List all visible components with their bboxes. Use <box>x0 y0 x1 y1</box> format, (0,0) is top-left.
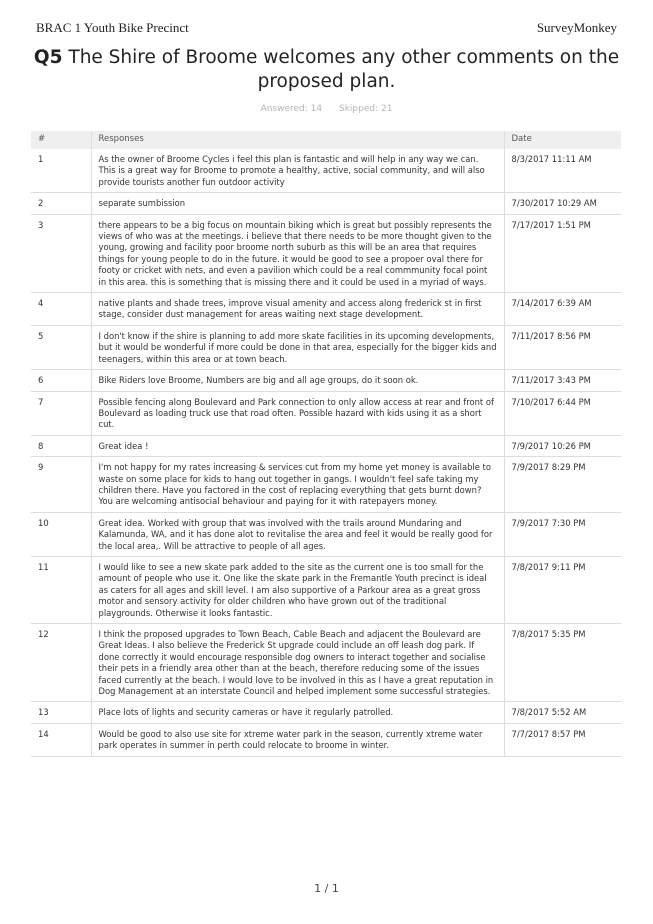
response-number: 6 <box>31 370 91 391</box>
response-date: 7/11/2017 8:56 PM <box>504 325 621 369</box>
response-date: 7/8/2017 5:52 AM <box>504 702 621 723</box>
table-row <box>31 457 621 513</box>
response-number: 7 <box>31 391 91 435</box>
response-date: 7/8/2017 5:35 PM <box>504 624 621 702</box>
response-text: Place lots of lights and security cameras or have it regularly patrolled. <box>91 702 504 723</box>
table-row <box>31 193 621 214</box>
table-row <box>31 214 621 292</box>
column-header-date: Date <box>504 131 621 149</box>
table-row <box>31 556 621 623</box>
table-row <box>31 435 621 456</box>
response-number: 4 <box>31 293 91 326</box>
response-date: 7/9/2017 10:26 PM <box>504 435 621 456</box>
response-number: 2 <box>31 193 91 214</box>
response-date: 7/9/2017 8:29 PM <box>504 457 621 513</box>
response-number: 13 <box>31 702 91 723</box>
response-text: native plants and shade trees, improve visual amenity and access along frederick st in first stage, consider dust management for areas waiting next stage development. <box>91 293 504 326</box>
table-header-row <box>31 131 621 149</box>
response-stats <box>0 104 653 114</box>
response-number: 9 <box>31 457 91 513</box>
table-row <box>31 325 621 369</box>
response-date: 7/9/2017 7:30 PM <box>504 512 621 556</box>
response-text: Possible fencing along Boulevard and Park connection to only allow access at rear and front of Boulevard as loading truck use that road often. Possible hazard with kids using it as a short cut. <box>91 391 504 435</box>
responses-table-body <box>31 149 621 756</box>
question-title <box>30 46 623 94</box>
table-row <box>31 149 621 193</box>
response-text: As the owner of Broome Cycles i feel this plan is fantastic and will help in any way we can. This is a great way for Broome to promote a healthy, active, social community, and will also provide tourists another fun outdoor activity <box>91 149 504 193</box>
skipped-count: Skipped: 21 <box>338 104 393 114</box>
response-number: 8 <box>31 435 91 456</box>
response-text: separate sumbission <box>91 193 504 214</box>
response-text: Would be good to also use site for xtreme water park in the season, currently xtreme water park operates in summer in perth could relocate to broome in winter. <box>91 723 504 756</box>
response-date: 7/17/2017 1:51 PM <box>504 214 621 292</box>
response-date: 7/7/2017 8:57 PM <box>504 723 621 756</box>
page-header <box>36 20 617 38</box>
response-text: I don't know if the shire is planning to add more skate facilities in its upcoming developments, but it would be wonderful if more could be done in that area, especially for the bigger kids and teenagers, within this area or at town beach. <box>91 325 504 369</box>
response-number: 10 <box>31 512 91 556</box>
responses-table <box>31 131 621 757</box>
response-number: 5 <box>31 325 91 369</box>
response-number: 11 <box>31 556 91 623</box>
response-text: there appears to be a big focus on mountain biking which is great but possibly represents the views of who was at the meetings. i believe that there needs to be more thought given to the young, growing and facility poor broome north suburb as this will be an area that requires things for young people to do in the future. it would be good to see a propoer oval there for footy or cricket with nets, and even a pavilion which could be a real commmunity focal point in this area. this is something that is missing there and it could be used in a myriad of ways. <box>91 214 504 292</box>
response-text: Bike Riders love Broome, Numbers are big and all age groups, do it soon ok. <box>91 370 504 391</box>
response-text: I would like to see a new skate park added to the site as the current one is too small for the amount of people who use it. One like the skate park in the Fremantle Youth precinct is ideal as caters for all ages and skill level. I am also supportive of a Parkour area as a great gross motor and sensory activity for older children who have grown out of the traditional playgrounds. Otherwise it looks fantastic. <box>91 556 504 623</box>
response-date: 7/8/2017 9:11 PM <box>504 556 621 623</box>
response-date: 8/3/2017 11:11 AM <box>504 149 621 193</box>
response-number: 3 <box>31 214 91 292</box>
question-text: The Shire of Broome welcomes any other comments on the proposed plan. <box>68 47 620 92</box>
response-number: 14 <box>31 723 91 756</box>
response-date: 7/14/2017 6:39 AM <box>504 293 621 326</box>
answered-count: Answered: 14 <box>260 104 323 114</box>
column-header-responses: Responses <box>91 131 504 149</box>
brand-name: SurveyMonkey <box>536 20 617 35</box>
table-row <box>31 370 621 391</box>
question-number: Q5 <box>33 47 63 68</box>
table-row <box>31 293 621 326</box>
response-date: 7/30/2017 10:29 AM <box>504 193 621 214</box>
response-number: 1 <box>31 149 91 193</box>
column-header-number: # <box>31 131 91 149</box>
response-number: 12 <box>31 624 91 702</box>
table-row <box>31 723 621 756</box>
table-row <box>31 624 621 702</box>
survey-title: BRAC 1 Youth Bike Precinct <box>36 20 189 35</box>
table-row <box>31 391 621 435</box>
page-number: 1 / 1 <box>314 882 339 895</box>
response-text: I'm not happy for my rates increasing & services cut from my home yet money is available to waste on some place for kids to hang out together in gangs. I wouldn't feel safe taking my children there. Have you factored in the cost of replacing everything that gets burnt down? You are welcoming antisocial behaviour and paying for it with ratepayers money. <box>91 457 504 513</box>
table-row <box>31 512 621 556</box>
response-text: I think the proposed upgrades to Town Beach, Cable Beach and adjacent the Boulevard are Great Ideas. I also believe the Frederick St upgrade could include an off leash dog park. If done correctly it would encourage responsible dog owners to interact together and socialise their pets in a friendly area other than at the beach, therefore reducing some of the issues faced currently at the beach. I would love to be involved in this as I have a great reputation in Dog Management at an interstate Council and helped implement some successful strategies. <box>91 624 504 702</box>
response-text: Great idea. Worked with group that was involved with the trails around Mundaring and Kalamunda, WA, and it has done alot to revitalise the area and feel it would be really good for the local area,. Will be attractive to people of all ages. <box>91 512 504 556</box>
response-date: 7/10/2017 6:44 PM <box>504 391 621 435</box>
response-text: Great idea ! <box>91 435 504 456</box>
table-row <box>31 702 621 723</box>
response-date: 7/11/2017 3:43 PM <box>504 370 621 391</box>
